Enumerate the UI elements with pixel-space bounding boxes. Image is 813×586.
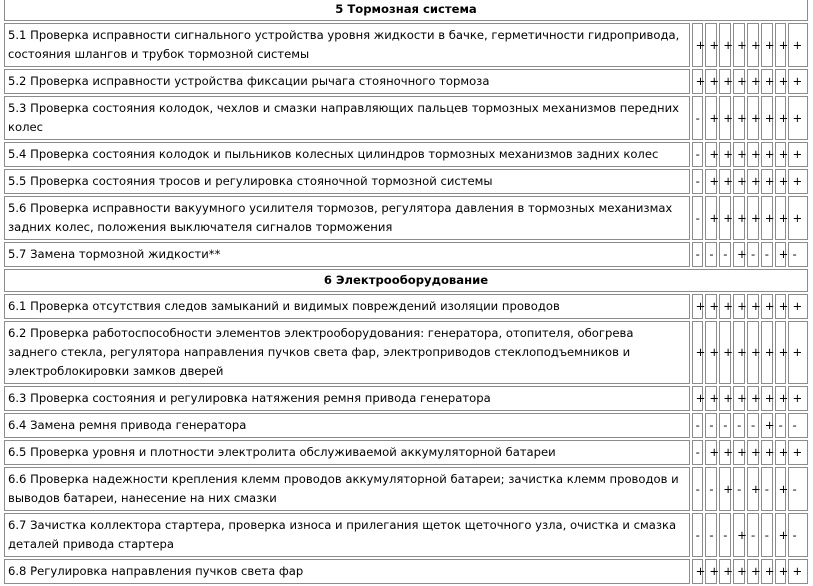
maintenance-mark-cell: + [761,294,773,319]
row-description: 6.6 Проверка надежности крепления клемм проводов аккумуляторной батареи; зачистка клемм проводов и выводов батареи, нанесение на них смазки [4,467,690,511]
section-title: 6 Электрооборудование [4,269,808,292]
maintenance-mark-cell: - [788,413,808,438]
row-description: 5.4 Проверка состояния колодок и пыльников колесных цилиндров тормозных механизмов задних колес [4,142,690,167]
maintenance-mark-cell: - [692,513,704,557]
maintenance-mark-cell: + [733,513,745,557]
maintenance-mark-cell: + [719,386,731,411]
row-description: 6.2 Проверка работоспособности элементов электрооборудования: генератора, отопителя, обогрева заднего стекла, регулятора направления пучков света фар, электроприводов стеклоподъемников и электроблокировки замков дверей [4,321,690,384]
maintenance-mark-cell: + [775,321,787,384]
maintenance-mark-cell: + [788,23,808,67]
maintenance-mark-cell: - [692,196,704,240]
maintenance-mark-cell: + [747,559,759,584]
maintenance-mark-cell: + [775,559,787,584]
table-row [4,413,808,438]
row-description: 5.5 Проверка состояния тросов и регулировка стояночной тормозной системы [4,169,690,194]
row-description: 5.2 Проверка исправности устройства фиксации рычага стояночного тормоза [4,69,690,94]
maintenance-mark-cell: + [705,196,717,240]
section-header-row [4,0,808,21]
table-row [4,467,808,511]
maintenance-mark-cell: + [788,96,808,140]
maintenance-mark-cell: + [719,23,731,67]
maintenance-mark-cell: + [692,386,704,411]
maintenance-mark-cell: + [692,23,704,67]
table-row [4,169,808,194]
maintenance-mark-cell: + [761,69,773,94]
section-header-row [4,269,808,292]
table-row [4,386,808,411]
maintenance-mark-cell: + [719,142,731,167]
table-row [4,96,808,140]
maintenance-mark-cell: - [692,440,704,465]
maintenance-mark-cell: + [747,142,759,167]
maintenance-mark-cell: + [775,440,787,465]
maintenance-mark-cell: + [788,386,808,411]
table-row [4,142,808,167]
table-row [4,69,808,94]
maintenance-mark-cell: + [761,23,773,67]
maintenance-mark-cell: + [747,169,759,194]
maintenance-mark-cell: - [747,242,759,267]
maintenance-mark-cell: + [719,559,731,584]
maintenance-mark-cell: + [733,196,745,240]
maintenance-mark-cell: + [775,96,787,140]
maintenance-mark-cell: - [719,413,731,438]
maintenance-mark-cell: - [788,467,808,511]
maintenance-mark-cell: + [733,294,745,319]
maintenance-mark-cell: + [788,321,808,384]
maintenance-mark-cell: + [705,69,717,94]
maintenance-mark-cell: + [705,440,717,465]
maintenance-mark-cell: + [733,96,745,140]
maintenance-mark-cell: + [719,96,731,140]
maintenance-mark-cell: - [705,242,717,267]
table-row [4,23,808,67]
table-row [4,294,808,319]
maintenance-mark-cell: + [747,294,759,319]
maintenance-mark-cell: + [733,69,745,94]
table-row [4,242,808,267]
table-row [4,196,808,240]
maintenance-mark-cell: + [747,440,759,465]
maintenance-mark-cell: + [747,196,759,240]
maintenance-mark-cell: - [692,413,704,438]
maintenance-mark-cell: + [705,386,717,411]
row-description: 6.3 Проверка состояния и регулировка натяжения ремня привода генератора [4,386,690,411]
maintenance-mark-cell: + [719,294,731,319]
maintenance-mark-cell: - [761,467,773,511]
maintenance-mark-cell: + [788,142,808,167]
maintenance-mark-cell: - [692,96,704,140]
maintenance-mark-cell: + [719,440,731,465]
maintenance-mark-cell: + [733,559,745,584]
maintenance-mark-cell: + [788,440,808,465]
maintenance-mark-cell: - [705,467,717,511]
maintenance-mark-cell: - [747,513,759,557]
maintenance-mark-cell: - [719,513,731,557]
maintenance-mark-cell: + [705,321,717,384]
maintenance-mark-cell: + [719,196,731,240]
maintenance-mark-cell: + [775,142,787,167]
maintenance-table-body [4,0,808,584]
maintenance-mark-cell: + [705,294,717,319]
maintenance-mark-cell: + [747,69,759,94]
section-title: 5 Тормозная система [4,0,808,21]
row-description: 6.7 Зачистка коллектора стартера, проверка износа и прилегания щеток щеточного узла, очистка и смазка деталей привода стартера [4,513,690,557]
maintenance-mark-cell: + [747,467,759,511]
maintenance-mark-cell: - [788,513,808,557]
maintenance-mark-cell: + [705,142,717,167]
table-row [4,440,808,465]
maintenance-mark-cell: + [788,69,808,94]
row-description: 6.1 Проверка отсутствия следов замыканий и видимых повреждений изоляции проводов [4,294,690,319]
maintenance-mark-cell: - [692,142,704,167]
maintenance-mark-cell: + [788,196,808,240]
maintenance-mark-cell: + [733,440,745,465]
maintenance-mark-cell: + [775,467,787,511]
maintenance-mark-cell: + [761,142,773,167]
maintenance-mark-cell: + [705,559,717,584]
row-description: 5.3 Проверка состояния колодок, чехлов и смазки направляющих пальцев тормозных механизмов передних колес [4,96,690,140]
maintenance-mark-cell: + [705,96,717,140]
maintenance-mark-cell: - [692,242,704,267]
maintenance-mark-cell: + [775,294,787,319]
maintenance-mark-cell: + [761,321,773,384]
maintenance-mark-cell: + [733,386,745,411]
maintenance-mark-cell: + [775,169,787,194]
maintenance-mark-cell: + [788,169,808,194]
row-description: 6.4 Замена ремня привода генератора [4,413,690,438]
maintenance-mark-cell: + [788,559,808,584]
maintenance-mark-cell: - [692,467,704,511]
maintenance-mark-cell: + [775,23,787,67]
row-description: 5.7 Замена тормозной жидкости** [4,242,690,267]
maintenance-mark-cell: + [692,559,704,584]
maintenance-mark-cell: + [733,142,745,167]
maintenance-mark-cell: + [761,440,773,465]
table-row [4,513,808,557]
maintenance-mark-cell: + [775,513,787,557]
maintenance-mark-cell: - [761,513,773,557]
maintenance-mark-cell: + [719,321,731,384]
maintenance-mark-cell: - [761,242,773,267]
maintenance-mark-cell: - [705,513,717,557]
maintenance-mark-cell: + [788,294,808,319]
maintenance-mark-cell: + [747,96,759,140]
maintenance-mark-cell: + [747,321,759,384]
maintenance-mark-cell: + [761,559,773,584]
maintenance-mark-cell: - [719,242,731,267]
maintenance-mark-cell: + [775,196,787,240]
maintenance-mark-cell: + [692,69,704,94]
maintenance-mark-cell: + [692,321,704,384]
maintenance-mark-cell: + [719,69,731,94]
table-row [4,559,808,584]
maintenance-mark-cell: + [719,467,731,511]
maintenance-mark-cell: - [692,169,704,194]
maintenance-mark-cell: + [761,386,773,411]
row-description: 5.1 Проверка исправности сигнального устройства уровня жидкости в бачке, герметичности гидропривода, состояния шлангов и трубок тормозной системы [4,23,690,67]
maintenance-mark-cell: + [692,294,704,319]
maintenance-mark-cell: + [761,413,773,438]
maintenance-mark-cell: - [705,413,717,438]
maintenance-mark-cell: + [761,96,773,140]
maintenance-mark-cell: + [775,242,787,267]
maintenance-mark-cell: + [775,69,787,94]
maintenance-mark-cell: + [733,242,745,267]
maintenance-mark-cell: + [775,386,787,411]
maintenance-mark-cell: + [747,386,759,411]
maintenance-mark-cell: + [705,23,717,67]
maintenance-mark-cell: - [747,413,759,438]
maintenance-mark-cell: + [733,23,745,67]
maintenance-mark-cell: + [733,169,745,194]
maintenance-mark-cell: - [733,413,745,438]
maintenance-mark-cell: + [761,196,773,240]
maintenance-mark-cell: - [775,413,787,438]
maintenance-mark-cell: + [733,321,745,384]
row-description: 6.8 Регулировка направления пучков света фар [4,559,690,584]
maintenance-mark-cell: + [705,169,717,194]
maintenance-table [2,0,810,586]
maintenance-mark-cell: - [788,242,808,267]
row-description: 6.5 Проверка уровня и плотности электролита обслуживаемой аккумуляторной батареи [4,440,690,465]
maintenance-mark-cell: + [719,169,731,194]
maintenance-mark-cell: + [761,169,773,194]
maintenance-mark-cell: - [733,467,745,511]
table-row [4,321,808,384]
maintenance-mark-cell: + [747,23,759,67]
row-description: 5.6 Проверка исправности вакуумного усилителя тормозов, регулятора давления в тормозных механизмах задних колес, положения выключателя сигналов торможения [4,196,690,240]
